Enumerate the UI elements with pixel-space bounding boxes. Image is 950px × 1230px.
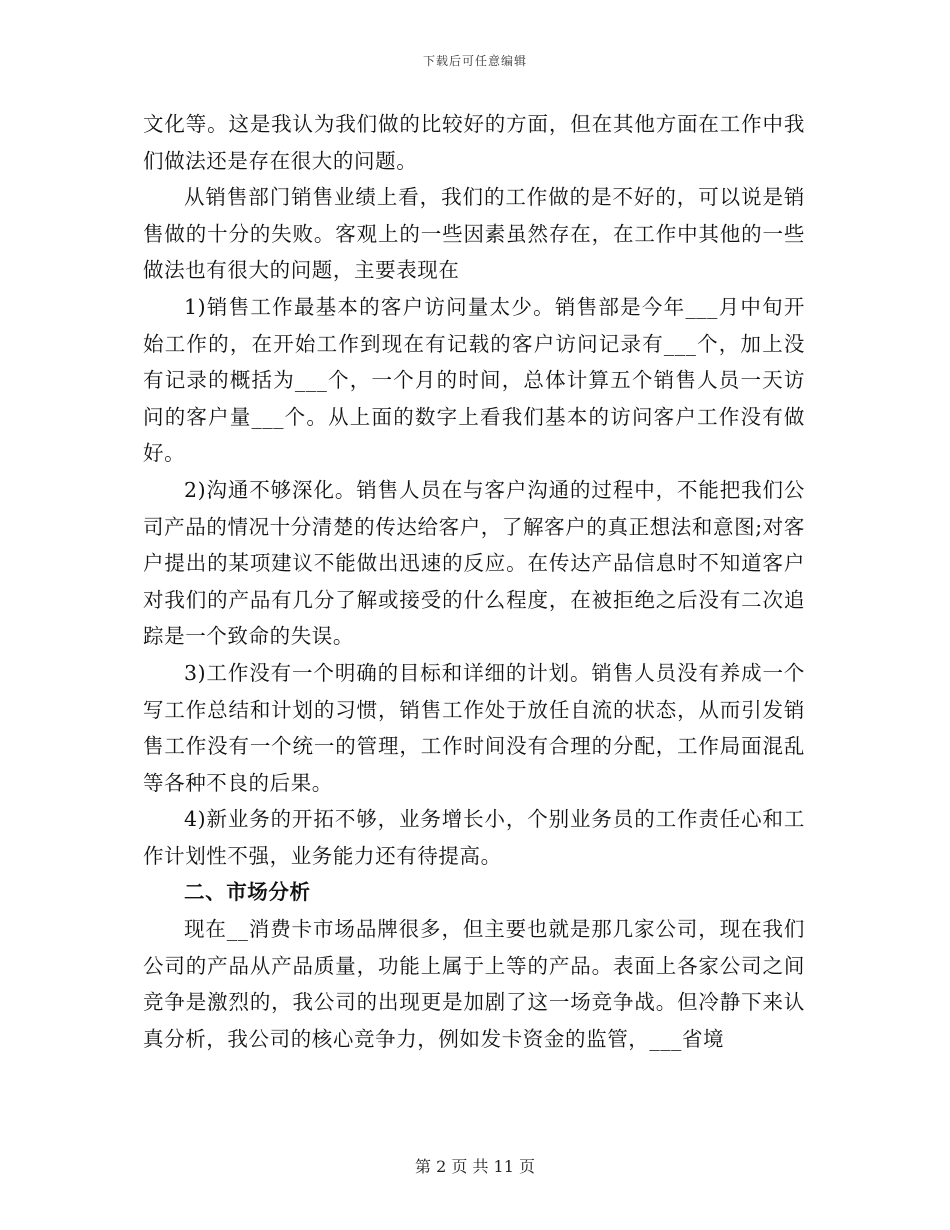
paragraph-item-3: 3)工作没有一个明确的目标和详细的计划。销售人员没有养成一个写工作总结和计划的习惯，销售工作处于放任自流的状态，从而引发销售工作没有一个统一的管理，工作时间没有合理的分配，工作局面混乱等各种不良的后果。 xyxy=(143,660,805,795)
paragraph-market-analysis: 现在__消费卡市场品牌很多，但主要也就是那几家公司，现在我们公司的产品从产品质量，功能上属于上等的产品。表面上各家公司之间竞争是激烈的，我公司的出现更是加剧了这一场竞争战。但冷静下来认真分析，我公司的核心竞争力，例如发卡资金的监管，___省境 xyxy=(143,917,805,1051)
section-heading-market-analysis: 二、市场分析 xyxy=(184,880,311,905)
paragraph-item-2: 2)沟通不够深化。销售人员在与客户沟通的过程中，不能把我们公司产品的情况十分清楚的传达给客户，了解客户的真正想法和意图;对客户提出的某项建议不能做出迅速的反应。在传达产品信息时不知道客户对我们的产品有几分了解或接受的什么程度，在被拒绝之后没有二次追踪是一个致命的失误。 xyxy=(143,477,805,649)
paragraph-item-4: 4)新业务的开拓不够，业务增长小，个别业务员的工作责任心和工作计划性不强，业务能力还有待提高。 xyxy=(143,807,805,868)
paragraph-continuation: 文化等。这是我认为我们做的比较好的方面，但在其他方面在工作中我们做法还是存在很大的问题。 xyxy=(143,112,805,173)
page-number-footer: 第 2 页 共 11 页 xyxy=(415,1157,535,1176)
page-header: 下载后可任意编辑 xyxy=(422,54,527,68)
paragraph-item-1: 1)销售工作最基本的客户访问量太少。销售部是今年___月中旬开始工作的，在开始工作到现在有记载的客户访问记录有___个，加上没有记录的概括为___个，一个月的时间，总体计算五个销售人员一天访问的客户量___个。从上面的数字上看我们基本的访问客户工作没有做好。 xyxy=(143,294,805,466)
paragraph-sales-performance: 从销售部门销售业绩上看，我们的工作做的是不好的，可以说是销售做的十分的失败。客观上的一些因素虽然存在，在工作中其他的一些做法也有很大的问题，主要表现在 xyxy=(143,185,805,283)
document-body xyxy=(143,106,805,1057)
